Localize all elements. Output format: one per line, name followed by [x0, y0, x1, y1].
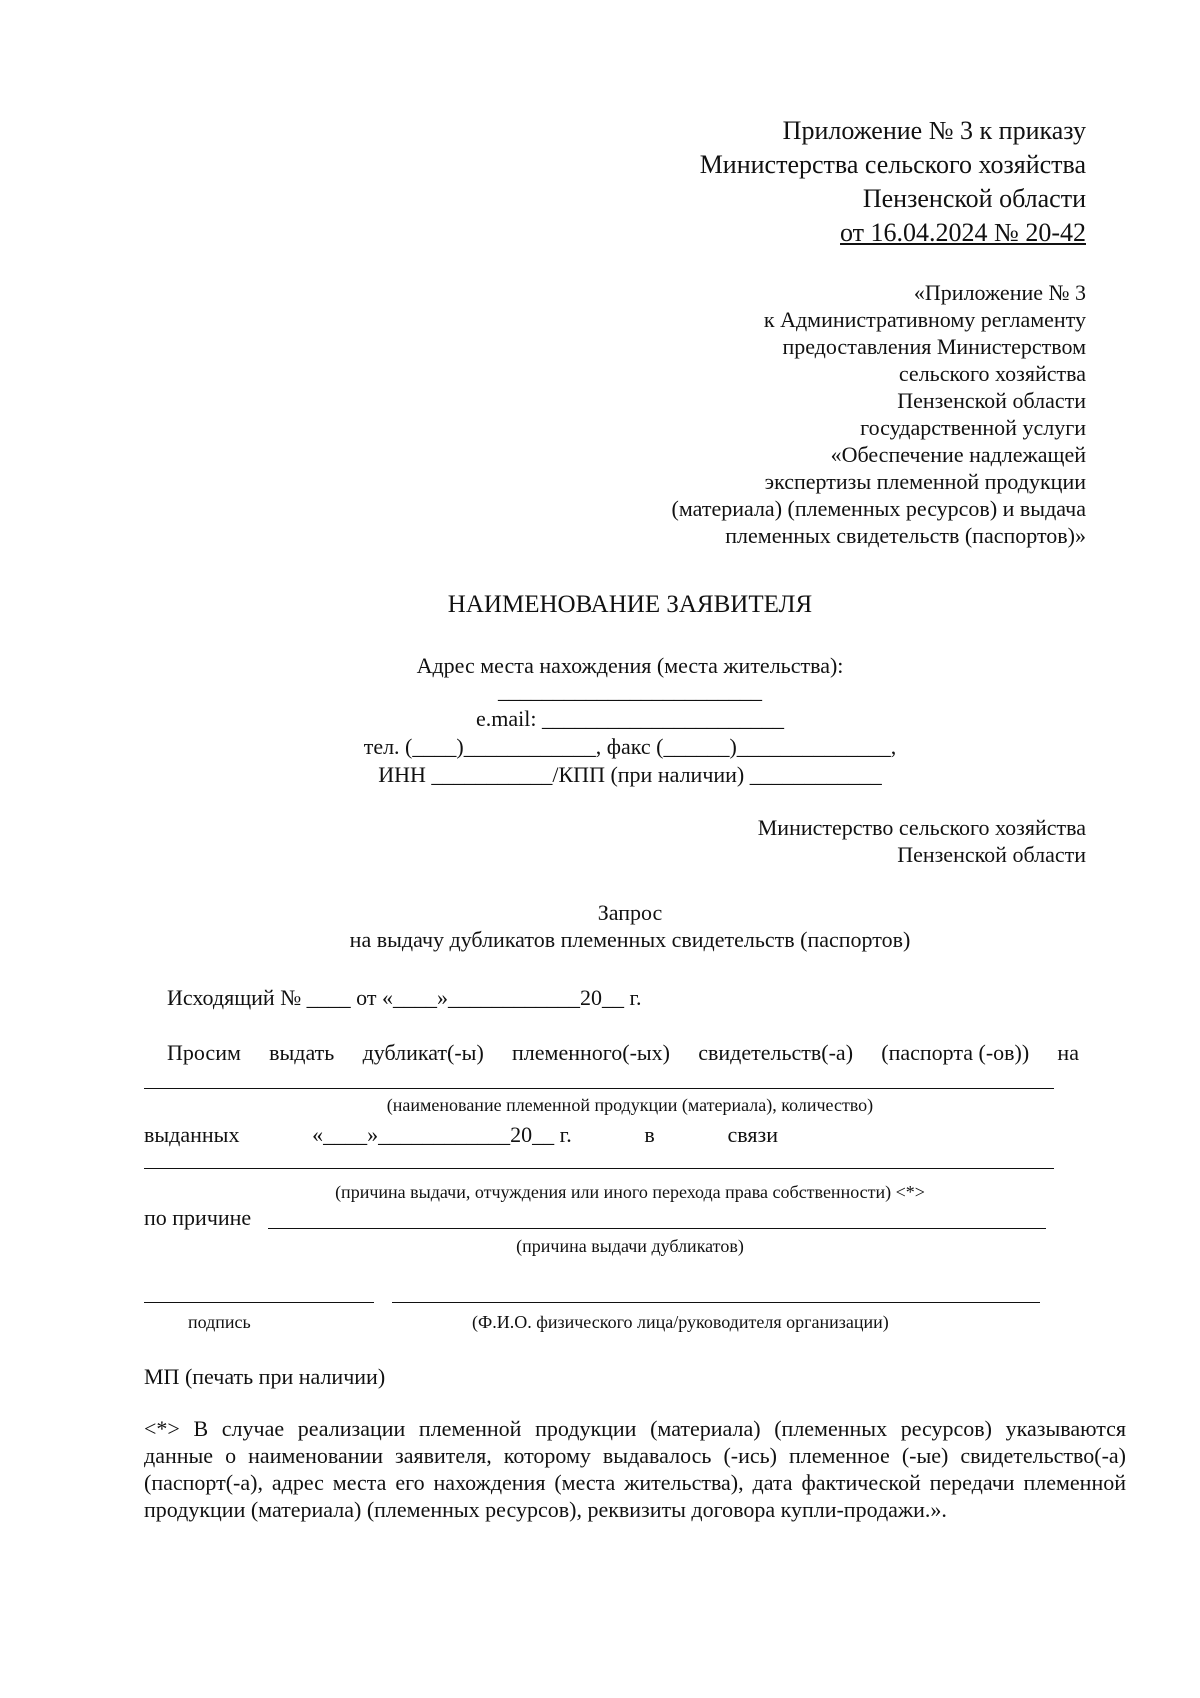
ask-word: свидетельств(-а) — [698, 1040, 854, 1065]
product-blank-line — [144, 1088, 1054, 1089]
header-line-2: Министерства сельского хозяйства — [699, 150, 1086, 179]
ask-word: племенного(-ых) — [512, 1040, 671, 1065]
request-subtitle: на выдачу дубликатов племенных свидетельств (паспортов) — [349, 927, 911, 952]
annex-line-6: государственной услуги — [860, 415, 1086, 440]
annex-line-7: «Обеспечение надлежащей — [830, 442, 1086, 467]
header-line-1: Приложение № 3 к приказу — [782, 116, 1086, 145]
address-label: Адрес места нахождения (места жительства): — [416, 653, 844, 678]
issued-word: выданных — [144, 1122, 240, 1147]
annex-line-1: «Приложение № 3 — [913, 280, 1086, 305]
header-order-date: от 16.04.2024 № 20-42 — [840, 218, 1086, 247]
ask-word: на — [1057, 1040, 1079, 1065]
ask-word: выдать — [269, 1040, 335, 1065]
duplicate-reason-blank-line — [268, 1228, 1046, 1229]
applicant-title: НАИМЕНОВАНИЕ ЗАЯВИТЕЛЯ — [447, 591, 813, 618]
annex-line-9: (материала) (племенных ресурсов) и выдача — [671, 496, 1086, 521]
annex-line-10: племенных свидетельств (паспортов)» — [725, 523, 1086, 548]
recipient-line-2: Пензенской области — [897, 842, 1086, 867]
footnote-text: <*> В случае реализации племенной продукции (материала) (племенных ресурсов) указываются данные о наименовании заявителя, которому выдавалось (-ись) племенное (-ые) свидетельство(-а) (паспорт(-а), адрес места его нахождения (места жительства), дата фактической передачи племенной продукции (материала) (племенных ресурсов), реквизиты договора купли-продажи.». — [144, 1416, 1126, 1522]
caption-reason-transfer: (причина выдачи, отчуждения или иного перехода права собственности) <*> — [335, 1182, 925, 1202]
issued-word: связи — [727, 1122, 778, 1147]
ask-word: Просим — [167, 1040, 241, 1065]
request-title: Запрос — [597, 900, 663, 925]
issued-date-blank: «____»____________20__ г. — [312, 1122, 572, 1147]
phone-fax-line: тел. (____)____________, факс (______)______________, — [363, 734, 897, 759]
issued-line — [144, 1122, 778, 1148]
address-blank: ________________________ — [498, 678, 762, 703]
annex-line-8: экспертизы племенной продукции — [764, 469, 1086, 494]
request-ask-line — [167, 1040, 1079, 1066]
issued-word: в — [644, 1122, 655, 1147]
outgoing-number-line: Исходящий № ____ от «____»____________20__ г. — [167, 985, 642, 1010]
ask-word: дубликат(-ы) — [362, 1040, 484, 1065]
header-line-3: Пензенской области — [862, 184, 1086, 213]
email-line: e.mail: ______________________ — [476, 706, 784, 731]
caption-signature: подпись — [188, 1312, 251, 1332]
reason-label: по причине — [144, 1205, 252, 1230]
ask-word: (паспорта (-ов)) — [881, 1040, 1030, 1065]
annex-line-5: Пензенской области — [897, 388, 1086, 413]
annex-line-2: к Административному регламенту — [763, 307, 1086, 332]
caption-fio: (Ф.И.О. физического лица/руководителя организации) — [472, 1312, 889, 1332]
recipient-line-1: Министерство сельского хозяйства — [757, 815, 1086, 840]
caption-reason-duplicate: (причина выдачи дубликатов) — [516, 1236, 744, 1256]
annex-line-3: предоставления Министерством — [782, 334, 1086, 359]
signature-blank-line — [144, 1302, 374, 1303]
transfer-reason-blank-line — [144, 1168, 1054, 1169]
stamp-label: МП (печать при наличии) — [144, 1364, 386, 1389]
inn-kpp-line: ИНН ___________/КПП (при наличии) ____________ — [378, 762, 882, 787]
caption-product: (наименование племенной продукции (материала), количество) — [386, 1095, 874, 1115]
fio-blank-line — [392, 1302, 1040, 1303]
annex-line-4: сельского хозяйства — [898, 361, 1086, 386]
